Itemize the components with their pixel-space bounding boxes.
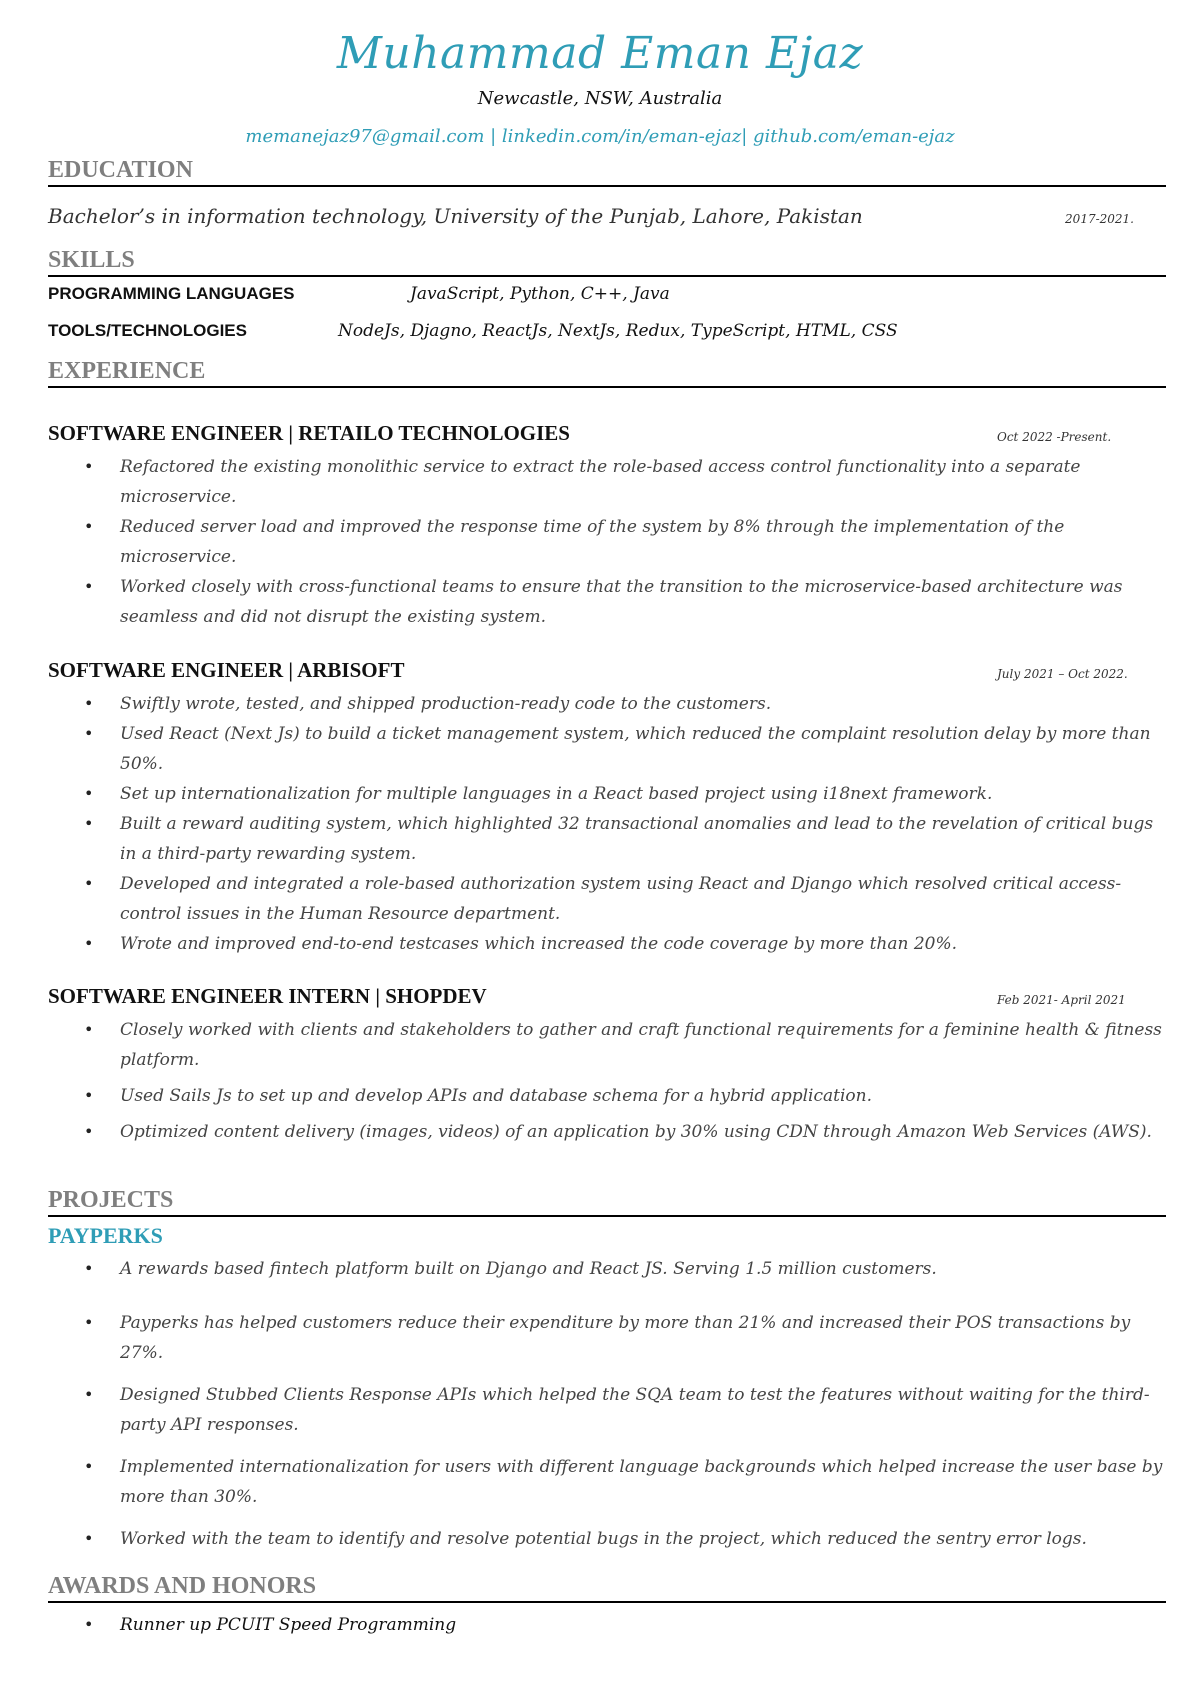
- bullet-icon: •: [84, 517, 94, 536]
- contact-separator: |: [741, 126, 754, 147]
- linkedin-link[interactable]: linkedin.com/in/eman-ejaz: [501, 126, 742, 147]
- education-heading: EDUCATION: [48, 156, 1166, 187]
- candidate-name: Muhammad Eman Ejaz: [336, 28, 864, 79]
- list-item: • Used Sails Js to set up and develop APIs and database schema for a hybrid application.: [48, 1081, 1166, 1111]
- tools-technologies-value: NodeJs, Djagno, ReactJs, NextJs, Redux, TypeScript, HTML, CSS: [338, 321, 898, 341]
- job-dates-shopdev: Feb 2021- April 2021: [997, 993, 1126, 1007]
- skills-heading: SKILLS: [48, 246, 1166, 277]
- bullet-icon: •: [84, 1020, 94, 1039]
- bullet-icon: •: [84, 1086, 94, 1105]
- bullet-icon: •: [84, 457, 94, 476]
- project-name-payperks: PAYPERKS: [48, 1223, 163, 1248]
- awards-bullets: [48, 1610, 1166, 1640]
- bullet-icon: •: [84, 1313, 94, 1332]
- job-title-shopdev: SOFTWARE ENGINEER INTERN | SHOPDEV: [48, 984, 487, 1008]
- list-item: • Wrote and improved end-to-end testcases which increased the code coverage by more than 20%.: [48, 929, 1166, 959]
- list-item: • Used React (Next Js) to build a ticket management system, which reduced the complaint resolution delay by more than 50%.: [48, 719, 1166, 779]
- list-item: • A rewards based fintech platform built on Django and React JS. Serving 1.5 million customers.: [48, 1254, 1166, 1284]
- tools-technologies-label: TOOLS/TECHNOLOGIES: [48, 321, 247, 340]
- bullet-icon: •: [84, 814, 94, 833]
- bullet-icon: •: [84, 577, 94, 596]
- job-bullets-shopdev: [48, 1015, 1166, 1147]
- experience-heading: EXPERIENCE: [48, 357, 1166, 388]
- bullet-icon: •: [84, 934, 94, 953]
- list-item: • Developed and integrated a role-based authorization system using React and Django which resolved critical access-control issues in the Human Resource department.: [48, 869, 1166, 929]
- list-item: • Worked with the team to identify and resolve potential bugs in the project, which reduced the sentry error logs.: [48, 1524, 1166, 1554]
- job-title-retailo: SOFTWARE ENGINEER | RETAILO TECHNOLOGIES: [48, 421, 570, 445]
- bullet-icon: •: [84, 1615, 94, 1634]
- list-item: • Payperks has helped customers reduce their expenditure by more than 21% and increased their POS transactions by 27%.: [48, 1308, 1166, 1368]
- programming-languages-value: JavaScript, Python, C++, Java: [410, 284, 670, 304]
- bullet-icon: •: [84, 724, 94, 743]
- education-degree: Bachelor’s in information technology, University of the Punjab, Lahore, Pakistan: [48, 204, 863, 228]
- job-dates-arbisoft: July 2021 – Oct 2022.: [997, 667, 1128, 681]
- job-dates-retailo: Oct 2022 -Present.: [997, 430, 1112, 444]
- programming-languages-label: PROGRAMMING LANGUAGES: [48, 284, 295, 303]
- list-item: • Runner up PCUIT Speed Programming: [48, 1610, 1166, 1640]
- list-item: • Reduced server load and improved the response time of the system by 8% through the implementation of the microservice.: [48, 512, 1166, 572]
- job-title-arbisoft: SOFTWARE ENGINEER | ARBISOFT: [48, 658, 405, 682]
- contact-line: [0, 126, 1200, 147]
- education-dates: 2017-2021.: [1065, 212, 1134, 226]
- bullet-icon: •: [84, 1457, 94, 1476]
- contact-separator: |: [484, 126, 502, 147]
- github-link[interactable]: github.com/eman-ejaz: [753, 126, 955, 147]
- projects-heading: PROJECTS: [48, 1186, 1166, 1217]
- bullet-icon: •: [84, 784, 94, 803]
- bullet-icon: •: [84, 1122, 94, 1141]
- project-bullets-payperks: [48, 1254, 1166, 1554]
- list-item: • Worked closely with cross-functional teams to ensure that the transition to the microservice-based architecture was seamless and did not disrupt the existing system.: [48, 572, 1166, 632]
- bullet-icon: •: [84, 694, 94, 713]
- email-link[interactable]: memanejaz97@gmail.com: [245, 126, 485, 147]
- list-item: • Swiftly wrote, tested, and shipped production-ready code to the customers.: [48, 689, 1166, 719]
- list-item: • Designed Stubbed Clients Response APIs which helped the SQA team to test the features without waiting for the third-party API responses.: [48, 1380, 1166, 1440]
- bullet-icon: •: [84, 1385, 94, 1404]
- bullet-icon: •: [84, 1529, 94, 1548]
- list-item: • Optimized content delivery (images, videos) of an application by 30% using CDN through Amazon Web Services (AWS).: [48, 1117, 1166, 1147]
- list-item: • Built a reward auditing system, which highlighted 32 transactional anomalies and lead to the revelation of critical bugs in a third-party rewarding system.: [48, 809, 1166, 869]
- candidate-location: Newcastle, NSW, Australia: [477, 88, 723, 109]
- awards-heading: AWARDS AND HONORS: [48, 1572, 1166, 1603]
- job-bullets-retailo: [48, 452, 1166, 632]
- bullet-icon: •: [84, 874, 94, 893]
- list-item: • Implemented internationalization for users with different language backgrounds which helped increase the user base by more than 30%.: [48, 1452, 1166, 1512]
- list-item: • Closely worked with clients and stakeholders to gather and craft functional requirements for a feminine health & fitness platform.: [48, 1015, 1166, 1075]
- list-item: • Set up internationalization for multiple languages in a React based project using i18next framework.: [48, 779, 1166, 809]
- job-bullets-arbisoft: [48, 689, 1166, 959]
- list-item: • Refactored the existing monolithic service to extract the role-based access control functionality into a separate microservice.: [48, 452, 1166, 512]
- bullet-icon: •: [84, 1259, 94, 1278]
